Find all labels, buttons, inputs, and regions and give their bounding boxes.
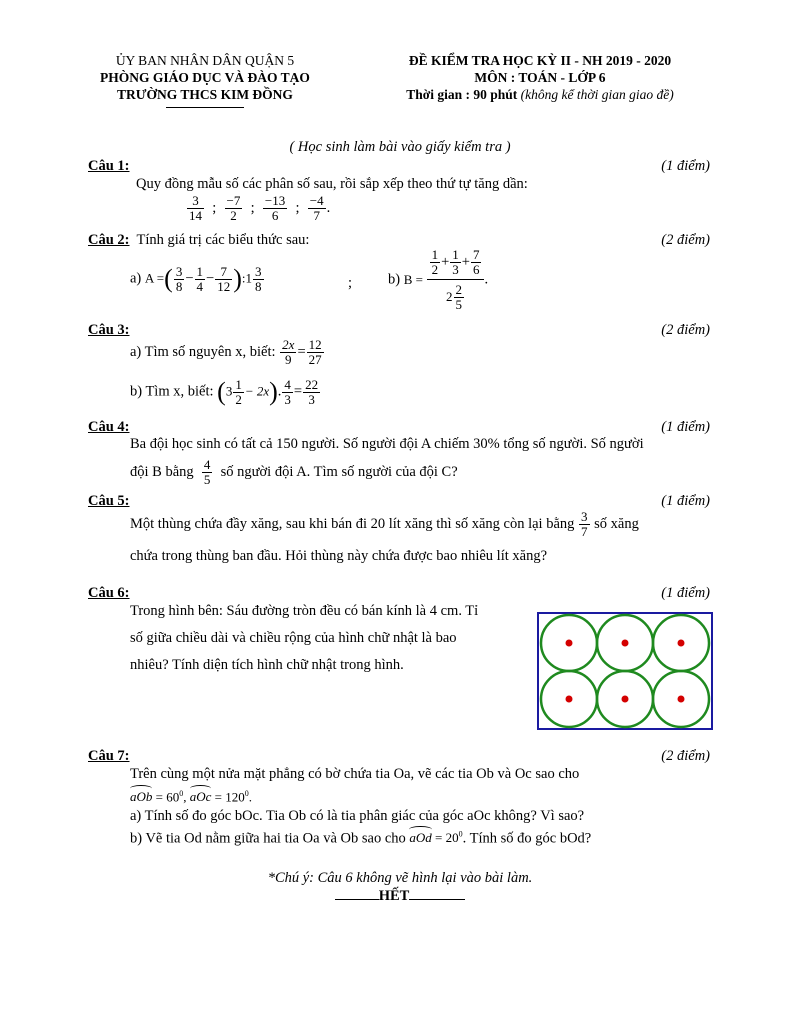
q2b-label: b) <box>388 271 401 288</box>
q1-fraction: $\frac{-4}{7}$ <box>309 193 324 223</box>
q2-label: Câu 2: <box>88 232 130 248</box>
q1-fraction: $\frac{3}{14}$ <box>189 193 202 223</box>
end-marker: HẾT <box>300 888 500 905</box>
q4-points: (1 điểm) <box>661 419 710 435</box>
q7-angles: aOb = $60^0$, aOc = $120^0$. <box>130 789 252 805</box>
school-header <box>80 52 330 108</box>
q6-line2: số giữa chiều dài và chiều rộng của hình chữ nhật là bao <box>130 630 457 646</box>
q4-label: Câu 4: <box>88 419 130 435</box>
q6-label: Câu 6: <box>88 585 130 601</box>
q5-label: Câu 5: <box>88 493 130 509</box>
exam-header <box>370 52 710 103</box>
circle-center-dot <box>622 696 629 703</box>
q5-points: (1 điểm) <box>661 493 710 509</box>
q6-line1: Trong hình bên: Sáu đường tròn đều có bán kính là 4 cm. Tỉ <box>130 603 479 619</box>
circle-center-dot <box>566 640 573 647</box>
q2-points: (2 điểm) <box>661 232 710 248</box>
q7-part-b: b) Vẽ tia Od nằm giữa hai tia Oa và Ob sao cho aOd = $20^0$. Tính số đo góc bOd? <box>130 830 592 847</box>
q3a-text: a) Tìm số nguyên x, biết: <box>130 343 276 360</box>
q2-header <box>88 232 309 249</box>
q3-part-b: b) Tìm x, biết: (3 $\frac{1}{2}$ − 2x). $\frac{4}{3}$ = $\frac{22}{3}$ <box>130 376 319 407</box>
q2b-complex-fraction: $\frac{1}{2}$ + $\frac{1}{3}$ + $\frac{7}{6}$ 2 $\frac{2}{5}$ <box>427 248 485 312</box>
q1-fraction: $\frac{-7}{2}$ <box>226 193 241 223</box>
q2-text: Tính giá trị các biểu thức sau: <box>136 232 310 248</box>
six-circles-figure <box>536 611 714 731</box>
header-divider <box>166 107 244 108</box>
q7-line1: Trên cùng một nửa mặt phẳng có bờ chứa tia Oa, vẽ các tia Ob và Oc sao cho <box>130 766 580 782</box>
q3-part-a: a) Tìm số nguyên x, biết: $\frac{2x}{9}$ = $\frac{12}{27}$ <box>130 337 322 367</box>
q7-part-a: a) Tính số đo góc bOc. Tia Ob có là tia phân giác của góc aOc không? Vì sao? <box>130 808 585 824</box>
q5-line2: chứa trong thùng ban đầu. Hỏi thùng này chứa được bao nhiêu lít xăng? <box>130 548 548 564</box>
q1-label: Câu 1: <box>88 158 130 174</box>
q3-label: Câu 3: <box>88 322 130 338</box>
q2b-var: B = <box>403 272 423 287</box>
school-name: TRƯỜNG THCS KIM ĐỒNG <box>117 87 293 102</box>
q2-separator: ; <box>348 275 353 291</box>
q2a-var: A = <box>144 270 165 286</box>
exam-title: ĐỀ KIỂM TRA HỌC KỲ II - NH 2019 - 2020 <box>408 53 672 68</box>
district-name: ỦY BAN NHÂN DÂN QUẬN 5 <box>115 53 295 68</box>
circle-center-dot <box>678 640 685 647</box>
q7-label: Câu 7: <box>88 748 130 764</box>
q2a-label: a) <box>130 270 142 287</box>
q1-fraction: $\frac{-13}{6}$ <box>264 193 286 223</box>
q4-line2: đội B bằng $\frac{4}{5}$ số người đội A. Tìm số người của đội C? <box>130 457 458 487</box>
q1-text: Quy đồng mẫu số các phân số sau, rồi sắp xếp theo thứ tự tăng dần: <box>136 176 528 192</box>
circle-center-dot <box>566 696 573 703</box>
q2-part-a: a) A =( $\frac{3}{8}$ − $\frac{1}{4}$ − $\frac{7}{12}$ ):1 $\frac{3}{8}$ <box>130 263 262 294</box>
q5-line1: Một thùng chứa đầy xăng, sau khi bán đi 20 lít xăng thì số xăng còn lại bằng $\frac{3}{7}$ số xăng <box>130 509 639 539</box>
duration-note: (không kể thời gian giao đề) <box>520 87 674 102</box>
q3-points: (2 điểm) <box>661 322 710 338</box>
q2-part-b: b) B = $\frac{1}{2}$ + $\frac{1}{3}$ + $\frac{7}{6}$ 2 $\frac{2}{5}$ . <box>388 247 489 312</box>
instruction: ( Học sinh làm bài vào giấy kiểm tra ) <box>289 139 511 155</box>
exam-subject: MÔN : TOÁN - LỚP 6 <box>474 70 606 85</box>
department-name: PHÒNG GIÁO DỤC VÀ ĐÀO TẠO <box>100 70 310 85</box>
q3b-text: b) Tìm x, biết: <box>130 383 214 400</box>
q1-fractions: $\frac{3}{14}$ ; $\frac{-7}{2}$ ; $\frac{-13}{6}$ ; $\frac{-4}{7}$ . <box>189 193 331 223</box>
duration-label: Thời gian : 90 phút <box>406 87 518 102</box>
circle-center-dot <box>622 640 629 647</box>
q7-points: (2 điểm) <box>661 748 710 764</box>
q6-line3: nhiêu? Tính diện tích hình chữ nhật trong hình. <box>130 657 404 673</box>
q1-points: (1 điểm) <box>661 158 710 174</box>
q6-points: (1 điểm) <box>661 585 710 601</box>
note: *Chú ý: Câu 6 không vẽ hình lại vào bài làm. <box>267 870 533 886</box>
q4-line1: Ba đội học sinh có tất cả 150 người. Số người đội A chiếm 30% tổng số người. Số người <box>130 436 644 452</box>
exam-duration <box>370 86 710 103</box>
circle-center-dot <box>678 696 685 703</box>
